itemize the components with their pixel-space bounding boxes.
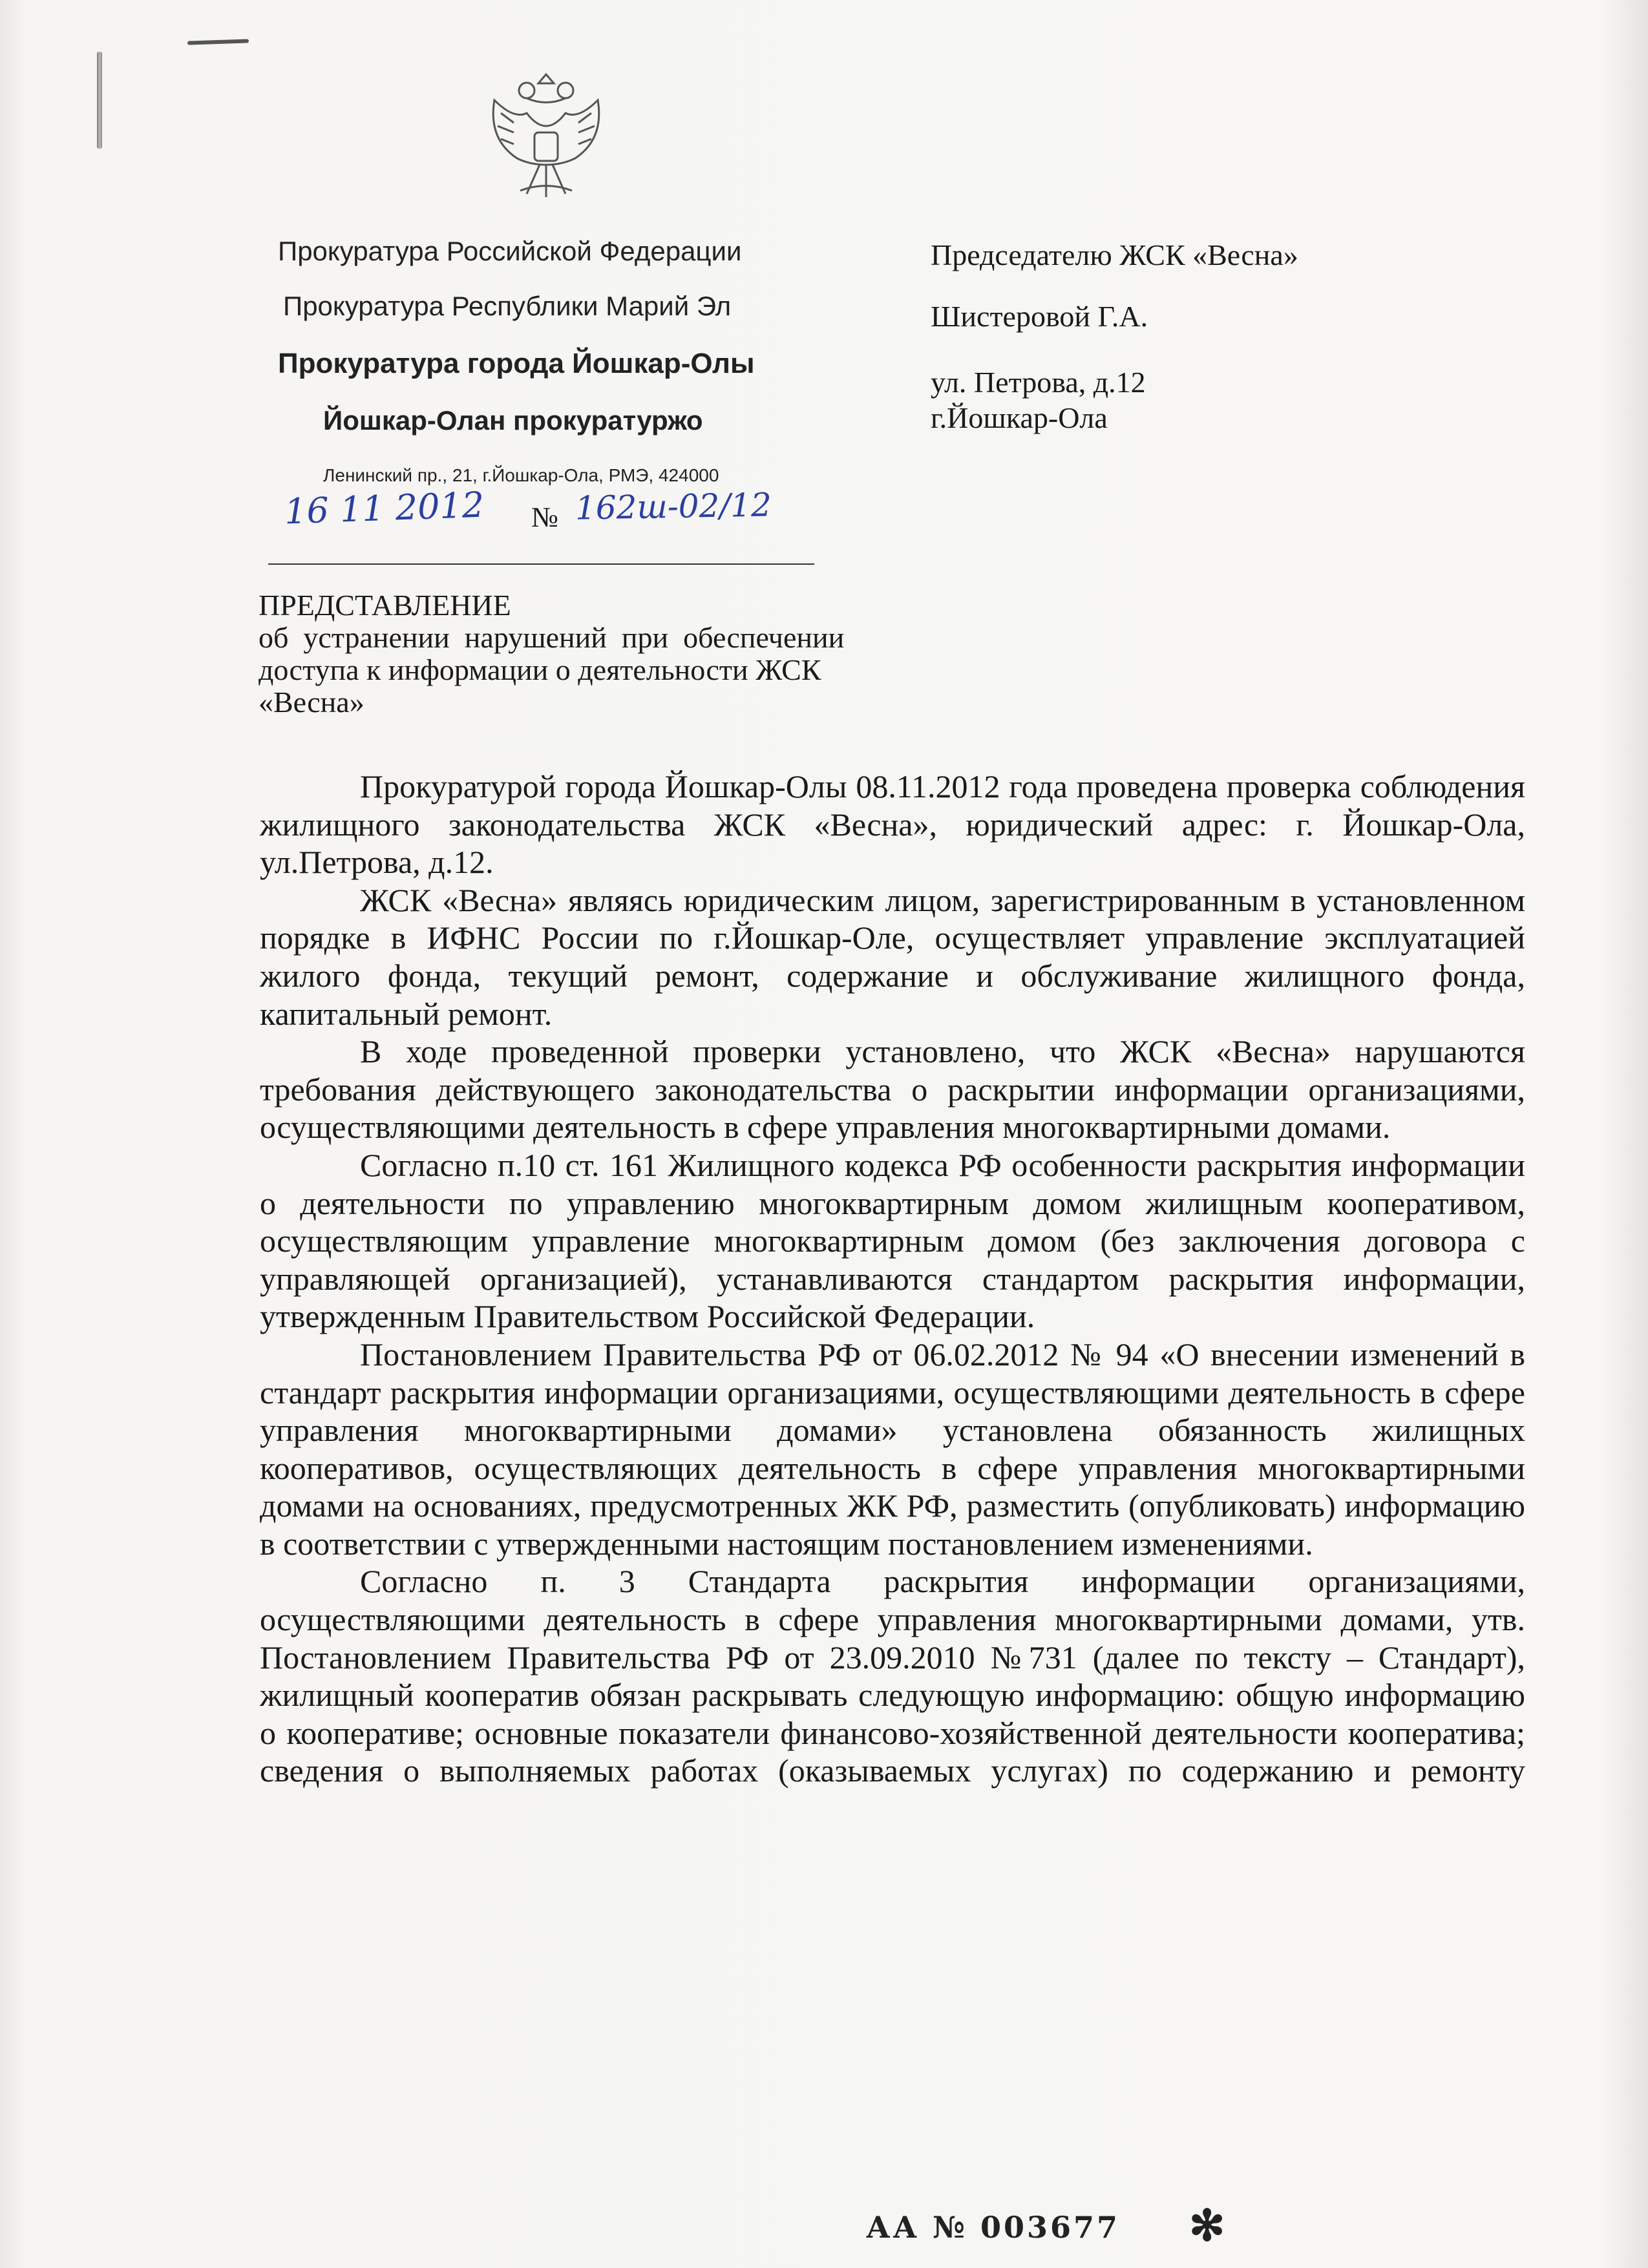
number-sign: №: [531, 501, 558, 533]
document-title: [259, 589, 1034, 719]
paragraph: ЖСК «Весна» являясь юридическим лицом, зарегистрированным в установленном порядке в ИФНС России по г.Йошкар-Оле, осуществляет управление эксплуатацией жилого фонда, текущий ремонт, содержание и обслуживание жилищного фонда, капитальный ремонт.: [260, 881, 1525, 1032]
staple: [97, 52, 102, 149]
paragraph: В ходе проведенной проверки установлено, что ЖСК «Весна» нарушаются требования действующего законодательства о раскрытии информации организациями, осуществляющими деятельность в сфере управления многоквартирными домами.: [260, 1033, 1525, 1146]
subtitle-line-2: доступа к информации о деятельности ЖСК: [259, 653, 821, 686]
subtitle-line-1: об устранении нарушений при обеспечении: [259, 621, 845, 654]
paragraph: Согласно п. 3 Стандарта раскрытия информации организациями, осуществляющими деятельность в сфере управления многоквартирными домами, утв. Постановлением Правительства РФ от 23.09.2010 №731 (далее по тексту – Стандарт), жилищный кооператив обязан раскрывать следующую информацию: общую информацию о кооперативе; основные показатели финансово-хозяйственной деятельности кооператива; сведения о выполняемых работах (оказываемых услугах) по содержанию и ремонту: [260, 1563, 1525, 1789]
registration-number: 162ш-02/12: [575, 486, 772, 527]
org-line-mari: Йошкар-Олан прокуратуржо: [323, 405, 703, 436]
addressee-position: Председателю ЖСК «Весна»: [931, 238, 1298, 271]
paragraph: Постановлением Правительства РФ от 06.02.2012 № 94 «О внесении изменений в стандарт раскрытия информации организациями, осуществляющими деятельность в сфере управления многоквартирными домами» установлена обязанность жилищных кооперативов, осуществляющих деятельность в сфере управления многоквартирными домами на основаниях, предусмотренных ЖК РФ, разместить (опубликовать) информацию в соответствии с утвержденными настоящим постановлением изменениями.: [260, 1336, 1525, 1562]
coat-of-arms-icon: [481, 61, 611, 207]
form-serial-number: АА № 003677: [866, 2210, 1120, 2245]
paragraph: Прокуратурой города Йошкар-Олы 08.11.2012 года проведена проверка соблюдения жилищного законодательства ЖСК «Весна», юридический адрес: г. Йошкар-Ола, ул.Петрова, д.12.: [260, 768, 1525, 881]
title: ПРЕДСТАВЛЕНИЕ: [259, 589, 511, 622]
paragraph: Согласно п.10 ст. 161 Жилищного кодекса РФ особенности раскрытия информации о деятельности по управлению многоквартирным домом жилищным кооперативом, осуществляющим управление многоквартирным домом (без заключения договора с управляющей организацией), устанавливаются стандартом раскрытия информации, утвержденным Правительством Российской Федерации.: [260, 1146, 1525, 1335]
document-body: [260, 768, 1525, 1790]
addressee-name: Шистеровой Г.А.: [931, 300, 1148, 333]
subtitle-line-3: «Весна»: [259, 686, 364, 719]
addressee-street: ул. Петрова, д.12: [931, 366, 1146, 399]
pen-mark: [187, 39, 249, 45]
org-address: Ленинский пр., 21, г.Йошкар-Ола, РМЭ, 424000: [323, 465, 719, 485]
registration-date: 16 11 2012: [283, 484, 485, 532]
addressee-city: г.Йошкар-Ола: [931, 401, 1108, 434]
org-line-federation: Прокуратура Российской Федерации: [278, 236, 742, 266]
snowflake-mark-icon: ✻: [1189, 2203, 1225, 2250]
org-line-city: Прокуратура города Йошкар-Олы: [278, 348, 755, 379]
org-line-republic: Прокуратура Республики Марий Эл: [283, 291, 732, 321]
